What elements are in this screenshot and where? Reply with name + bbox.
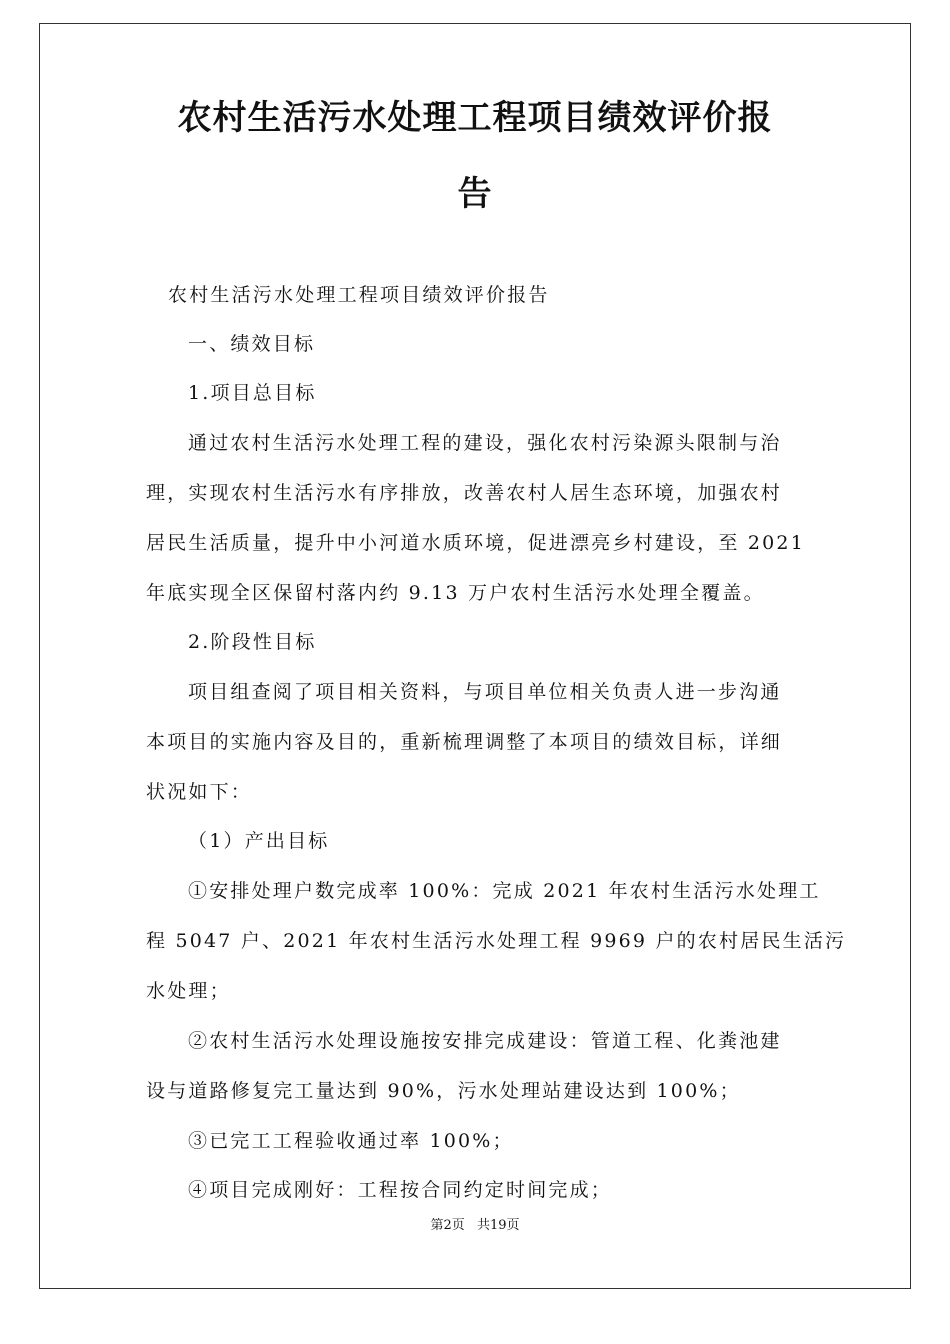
list-item-line: ④项目完成刚好：工程按合同约定时间完成； [188, 1179, 613, 1201]
list-item-line: 程 5047 户、2021 年农村生活污水处理工程 9969 户的农村居民生活污 [146, 930, 847, 952]
page-footer [0, 1218, 950, 1234]
paragraph-line: 项目组查阅了项目相关资料，与项目单位相关负责人进一步沟通 [188, 681, 782, 703]
subsection-heading: 2.阶段性目标 [188, 631, 317, 653]
section-heading: 一、绩效目标 [188, 333, 316, 355]
list-item-line: ①安排处理户数完成率 100%：完成 2021 年农村生活污水处理工 [188, 880, 821, 902]
paragraph-line: 居民生活质量，提升中小河道水质环境，促进漂亮乡村建设，至 2021 [146, 532, 805, 554]
page-number: 第2页 [430, 1218, 465, 1233]
paragraph-line: 理，实现农村生活污水有序排放，改善农村人居生态环境，加强农村 [146, 482, 783, 504]
paragraph-line: 通过农村生活污水处理工程的建设，强化农村污染源头限制与治 [188, 432, 782, 454]
document-title: 农村生活污水处理工程项目绩效评价报 [177, 98, 773, 138]
list-item-line: 设与道路修复完工量达到 90%，污水处理站建设达到 100%； [146, 1080, 741, 1102]
paragraph-line: 本项目的实施内容及目的，重新梳理调整了本项目的绩效目标，详细 [146, 731, 783, 753]
paragraph-line: 年底实现全区保留村落内约 9.13 万户农村生活污水处理全覆盖。 [146, 582, 765, 604]
document-title-continued: 告 [457, 174, 493, 214]
list-item-line: 水处理； [146, 980, 231, 1002]
subsection-heading: 1.项目总目标 [188, 382, 317, 404]
paragraph-line: 状况如下： [146, 781, 253, 803]
page-total: 共19页 [476, 1218, 520, 1233]
list-heading: （1）产出目标 [188, 830, 330, 852]
report-heading: 农村生活污水处理工程项目绩效评价报告 [168, 284, 550, 306]
list-item-line: ②农村生活污水处理设施按安排完成建设：管道工程、化粪池建 [188, 1030, 782, 1052]
list-item-line: ③已完工工程验收通过率 100%； [188, 1130, 514, 1152]
